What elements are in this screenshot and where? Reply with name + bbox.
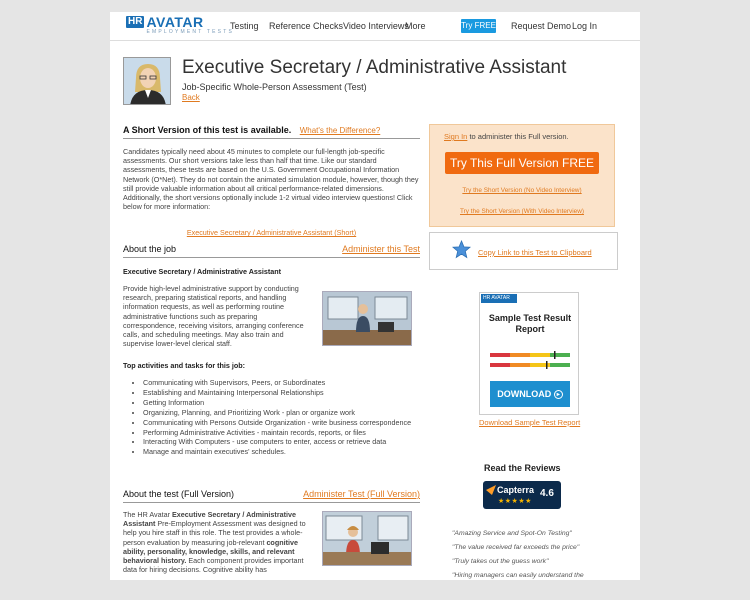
logo-tagline: EMPLOYMENT TESTS [146, 29, 234, 35]
job-description: Provide high-level administrative support by conducting research, preparing statistical reports, and handling information requests, as well as performing routine administrative functions such as preparing correspondence, receiving visitors, arranging conference calls, and scheduling meetings. May also train and supervise lower-level clerical staff. [123, 284, 304, 349]
sign-in-suffix: to administer this Full version. [467, 132, 569, 141]
top-margin [0, 0, 750, 12]
about-test-dimensions: cognitive ability, personality, knowledge, skills, and relevant behavioral history. [123, 537, 298, 566]
list-item: • Getting Information [143, 398, 419, 408]
capterra-name: Capterra [497, 485, 535, 495]
sign-in-row [444, 132, 614, 141]
whats-the-difference-link[interactable]: What's the Difference? [299, 126, 381, 135]
logo-hr-badge: HR [128, 16, 143, 27]
capterra-badge[interactable] [483, 481, 561, 509]
list-item: • Establishing and Maintaining Interpersonal Relationships [143, 388, 419, 398]
short-version-link-row [123, 228, 420, 237]
download-label: DOWNLOAD [497, 389, 552, 399]
about-test-text-2: Pre-Employment Assessment was designed to help you hire staff in this role. The test provides a whole-person evaluation by measuring job-relevant [123, 519, 306, 547]
capterra-arrow-icon [486, 485, 496, 495]
star-icon [452, 240, 471, 259]
avatar [123, 57, 171, 105]
list-item: • Performing Administrative Activities - maintain records, reports, or files [143, 428, 419, 438]
try-short-no-video-link[interactable]: Try the Short Version (No Video Interview) [462, 187, 582, 194]
list-item: • Organizing, Planning, and Prioritizing Work - plan or organize work [143, 408, 419, 418]
nav-more[interactable]: More [405, 21, 426, 31]
arrow-circle-icon: ▸ [554, 390, 563, 399]
review-quote: "The value received far exceeds the price" [452, 544, 580, 551]
about-job-title: About the job [123, 244, 177, 254]
list-item: • Interacting With Computers - use computers to enter, access or retrieve data [143, 437, 419, 447]
sample-report-thumbnail[interactable] [479, 292, 579, 415]
try-free-button[interactable]: Try FREE [461, 19, 496, 33]
report-title: Sample Test Result Report [488, 313, 572, 334]
short-no-video-row [429, 186, 615, 195]
about-test-heading [123, 489, 420, 503]
report-logo: HR AVATAR [481, 294, 517, 303]
job-title: Executive Secretary / Administrative Assistant [123, 267, 282, 276]
try-short-video-link[interactable]: Try the Short Version (With Video Interview) [460, 208, 584, 215]
office-scene-image [322, 291, 412, 346]
logo-wordmark: AVATAR [146, 14, 204, 30]
list-item: • Manage and maintain executives' schedules. [143, 447, 419, 457]
nav-testing[interactable]: Testing [230, 21, 259, 31]
short-video-row [429, 207, 615, 216]
list-item: • Communicating with Supervisors, Peers, or Subordinates [143, 378, 419, 388]
about-test-text-3: Each component provides important data for hiring decisions. Cognitive ability has [123, 556, 304, 575]
back-link[interactable]: Back [182, 93, 200, 102]
avatar-illustration [124, 58, 171, 105]
about-test-text-1: The HR Avatar [123, 510, 173, 519]
nav-request-demo[interactable]: Request Demo [511, 21, 572, 31]
about-test-job-name: Executive Secretary / Administrative Assistant [123, 510, 296, 529]
page-subtitle: Job-Specific Whole-Person Assessment (Test) [182, 82, 367, 92]
download-report-button[interactable] [490, 381, 570, 407]
review-quote: "Amazing Service and Spot-On Testing" [452, 530, 572, 537]
nav-login[interactable]: Log In [572, 21, 598, 31]
hr-avatar-logo[interactable] [126, 16, 234, 36]
activities-list [134, 378, 419, 457]
copy-link-button[interactable]: Copy Link to this Test to Clipboard [478, 248, 592, 257]
office-scene-image-2 [322, 511, 412, 566]
score-bars-graphic [490, 351, 570, 371]
review-quote: "Truly takes out the guess work" [452, 558, 549, 565]
about-job-heading [123, 244, 420, 258]
nav-video-interviews[interactable]: Video Interviews [343, 21, 409, 31]
short-version-body: Candidates typically need about 45 minutes to complete our full-length job-specific assessments. Our short versions take less than half that time. Like our standard assessments, these tests are based on the U.S. Government Occupational Information Network (O*Net). They do not contain the animated simulation module, however, though they still provide valuable information about all critical performance-related dimensions. Additionally, the short versions optionally include 1-2 virtual video interview questions! Click below for more information: [123, 147, 419, 212]
download-sample-report-link[interactable]: Download Sample Test Report [479, 418, 581, 427]
star-rating-icon: ★★★★★ [498, 498, 532, 505]
review-quote: "Hiring managers can easily understand the [452, 572, 584, 579]
administer-test-link[interactable]: Administer this Test [342, 244, 420, 254]
short-version-title: A Short Version of this test is available. [123, 125, 292, 135]
nav-reference-checks[interactable]: Reference Checks [269, 21, 344, 31]
sign-in-link[interactable]: Sign In [444, 132, 468, 141]
list-item: • Communicating with Persons Outside Organization - write business correspondence [143, 418, 419, 428]
download-link-row [479, 418, 580, 427]
copy-link-row [478, 248, 592, 257]
reviews-heading: Read the Reviews [484, 463, 561, 473]
short-version-heading [123, 125, 420, 139]
administer-full-version-link[interactable]: Administer Test (Full Version) [303, 489, 420, 499]
capterra-score: 4.6 [540, 488, 554, 499]
short-version-link[interactable]: Executive Secretary / Administrative Assistant (Short) [186, 228, 357, 237]
about-test-title: About the test (Full Version) [123, 489, 235, 499]
page-title: Executive Secretary / Administrative Assistant [182, 57, 567, 78]
try-full-version-button[interactable]: Try This Full Version FREE [445, 152, 599, 174]
bottom-margin [0, 580, 750, 600]
about-test-body [123, 510, 315, 574]
activities-heading: Top activities and tasks for this job: [123, 361, 246, 370]
